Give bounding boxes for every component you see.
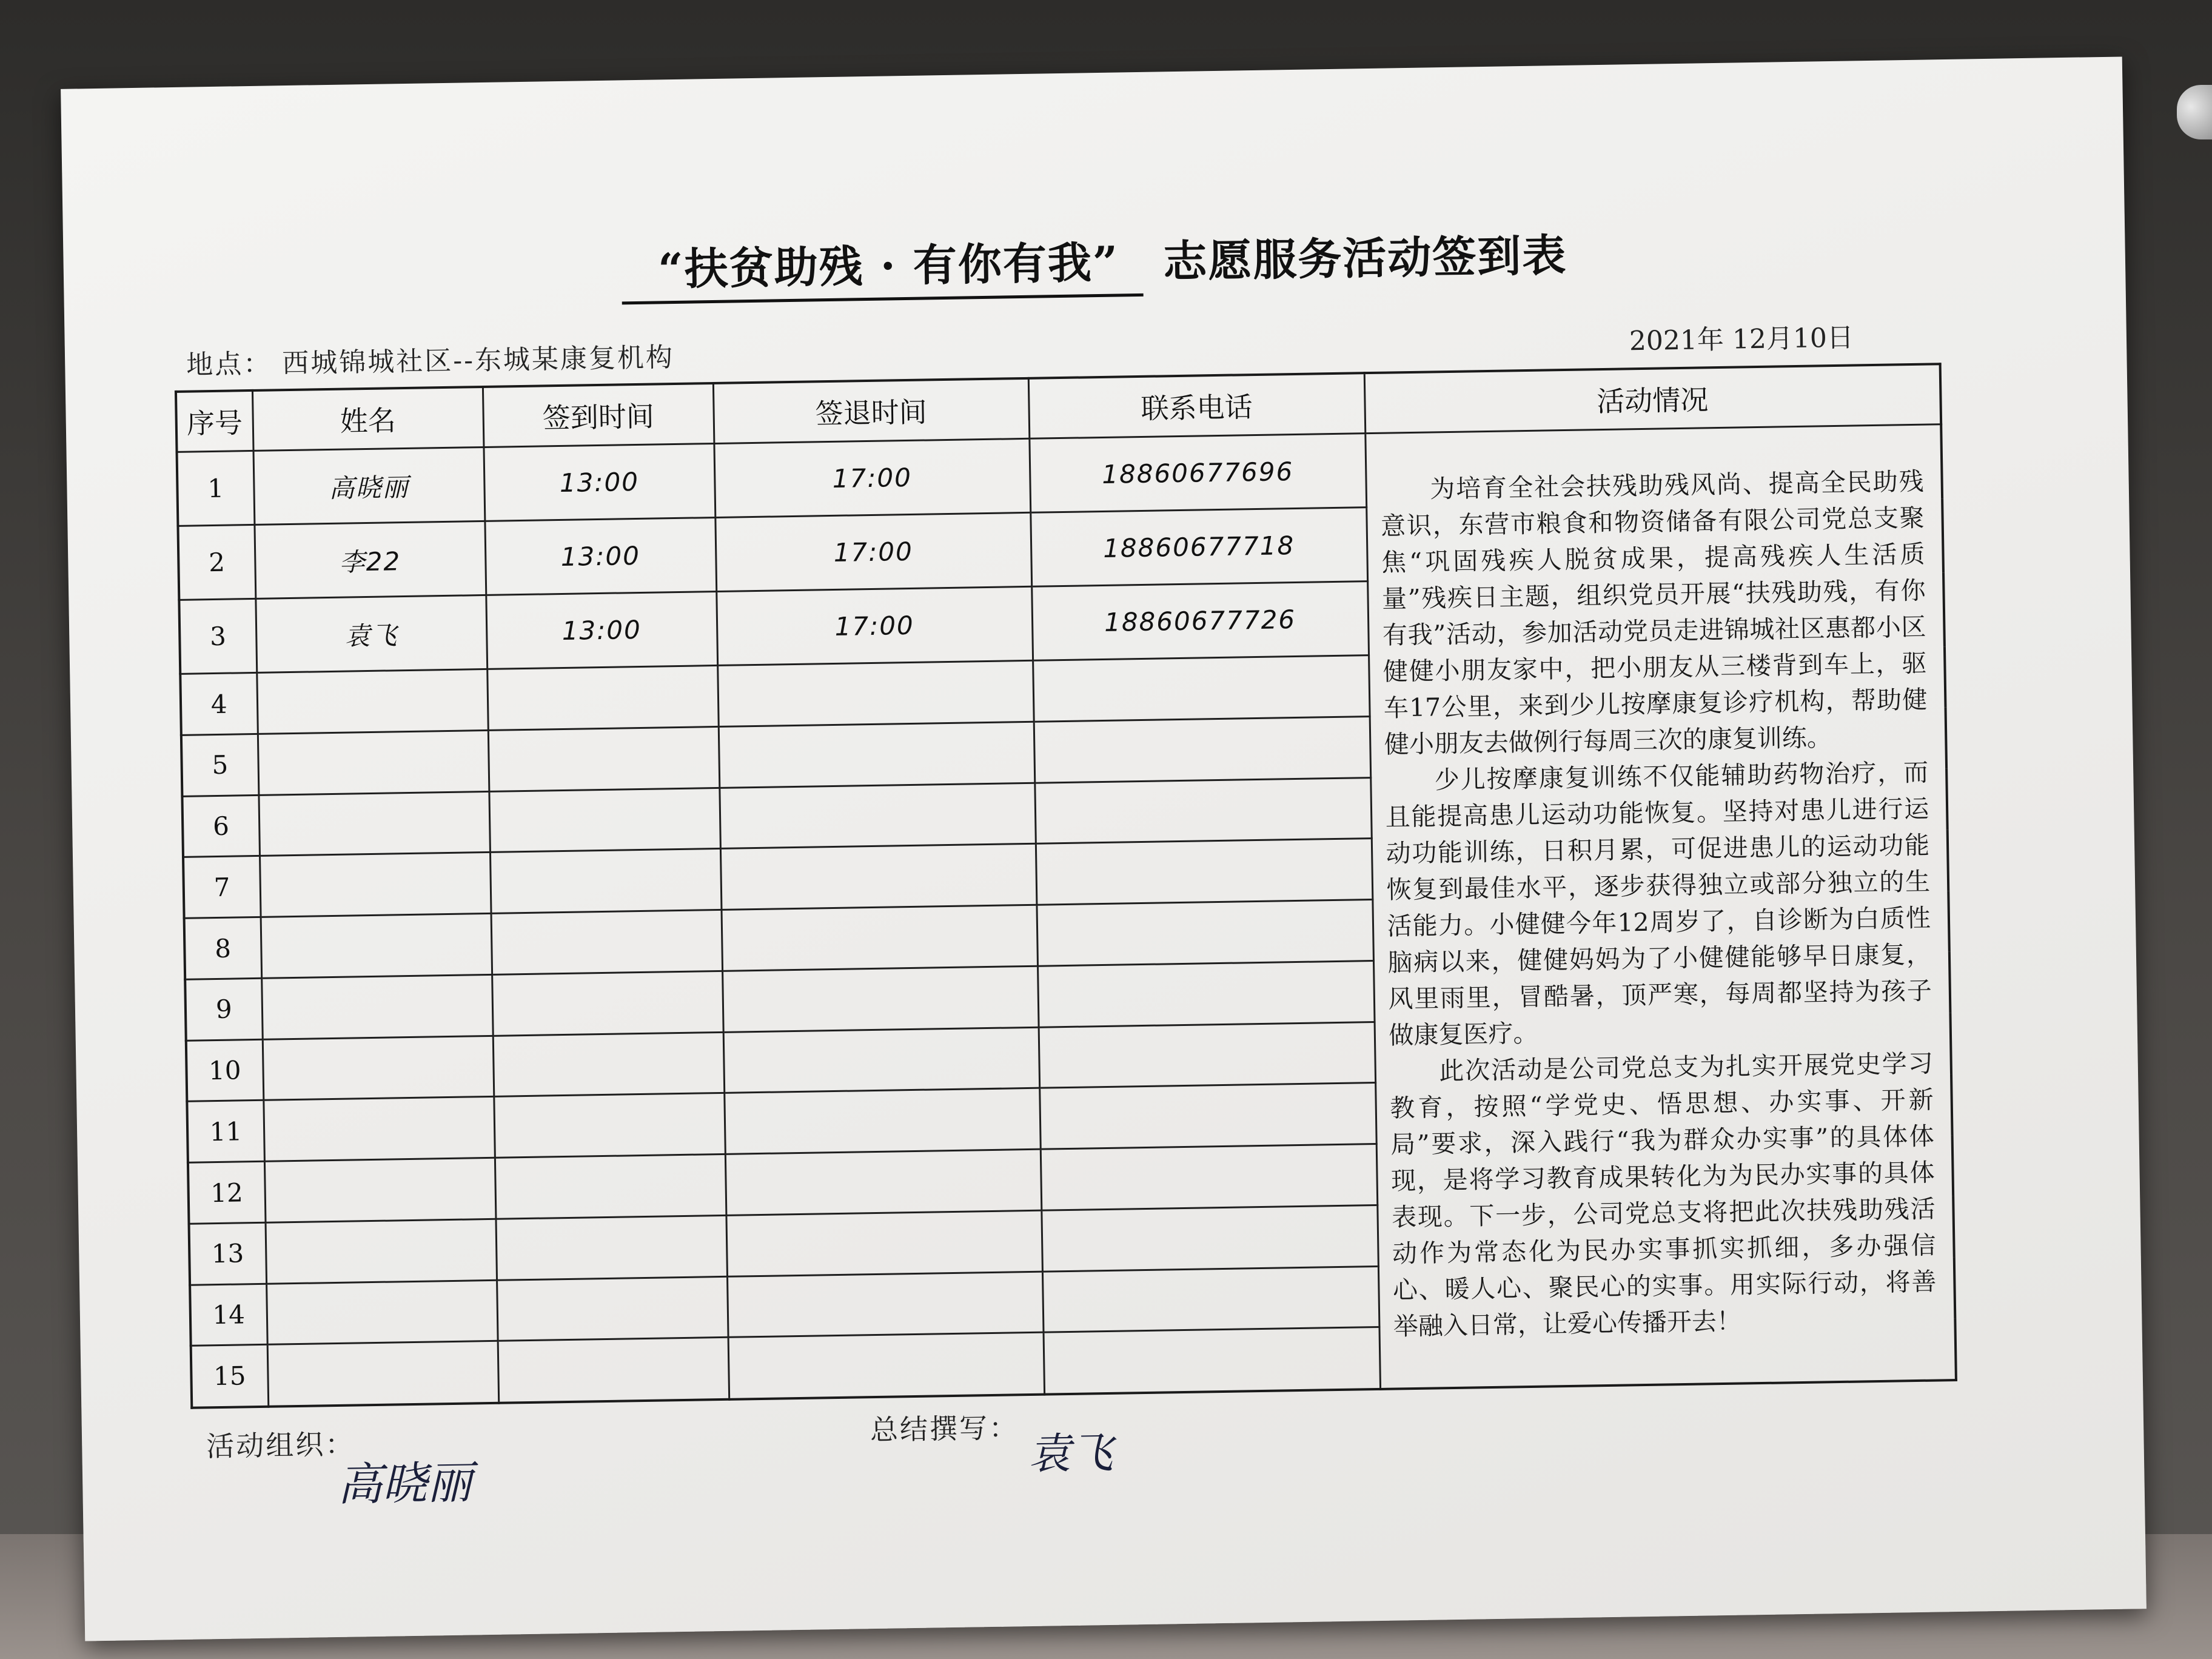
header-phone: 联系电话 bbox=[1028, 373, 1365, 438]
checkout-cell: 17:00 bbox=[715, 512, 1031, 591]
checkin-cell: 13:00 bbox=[483, 444, 715, 521]
checkout-cell bbox=[727, 1272, 1044, 1338]
location-line bbox=[186, 335, 675, 382]
header-activity: 活动情况 bbox=[1364, 364, 1941, 433]
row-number: 3 bbox=[179, 599, 256, 674]
name-cell bbox=[266, 1280, 498, 1345]
name-cell bbox=[264, 1158, 496, 1223]
checkin-cell bbox=[497, 1276, 728, 1341]
header-checkout: 签退时间 bbox=[713, 378, 1029, 444]
checkout-cell bbox=[717, 660, 1034, 726]
name-cell bbox=[267, 1341, 499, 1407]
phone-cell bbox=[1039, 1083, 1376, 1149]
summary-writer-signature: 袁飞 bbox=[1028, 1427, 1114, 1480]
name-cell bbox=[261, 974, 493, 1039]
sign-in-sheet bbox=[61, 56, 2147, 1641]
row-number: 5 bbox=[181, 734, 259, 796]
name-cell: 袁飞 bbox=[255, 595, 487, 673]
activity-paragraph: 为培育全社会扶残助残风尚、提高全民助残意识，东营市粮食和物资储备有限公司党总支聚焦“巩固残疾人脱贫成果，提高残疾人生活质量”残疾日主题，组织党员开展“扶残助残，有你有我”活动，参加活动党员走进锦城社区惠都小区健健小朋友家中，把小朋友从三楼背到车上，驱车17公里，来到少儿按摩康复诊疗机构，帮助健健小朋友去做例行每周三次的康复训练。 bbox=[1380, 466, 1928, 759]
checkin-cell bbox=[495, 1215, 727, 1280]
name-cell bbox=[258, 791, 490, 856]
checkout-cell bbox=[725, 1149, 1042, 1215]
checkout-cell: 17:00 bbox=[714, 438, 1030, 517]
checkin-cell bbox=[495, 1155, 726, 1219]
row-number: 14 bbox=[190, 1284, 267, 1346]
sign-in-table bbox=[175, 363, 1957, 1409]
phone-cell bbox=[1041, 1144, 1378, 1210]
checkout-cell bbox=[726, 1210, 1042, 1276]
checkin-cell: 13:00 bbox=[484, 518, 716, 595]
checkout-cell bbox=[719, 783, 1036, 849]
phone-cell bbox=[1044, 1327, 1381, 1395]
phone-cell bbox=[1034, 717, 1371, 783]
phone-cell: 18860677726 bbox=[1031, 581, 1369, 661]
row-number: 8 bbox=[184, 917, 262, 980]
name-cell: 李22 bbox=[254, 521, 486, 599]
checkout-cell bbox=[720, 844, 1037, 910]
checkin-cell bbox=[489, 788, 720, 853]
header-name: 姓名 bbox=[252, 387, 484, 451]
activity-description bbox=[1365, 424, 1956, 1389]
phone-cell bbox=[1039, 1022, 1376, 1088]
header-no: 序号 bbox=[176, 390, 253, 452]
phone-cell bbox=[1041, 1205, 1378, 1271]
checkout-cell bbox=[723, 1027, 1040, 1093]
organizer-signature: 高晓丽 bbox=[337, 1456, 472, 1511]
name-cell bbox=[256, 669, 488, 734]
row-number: 12 bbox=[188, 1161, 266, 1224]
location-value: 西城锦城社区--东城某康复机构 bbox=[281, 342, 675, 380]
organizer-label: 活动组织： bbox=[206, 1427, 355, 1463]
phone-cell bbox=[1037, 960, 1375, 1027]
header-checkin: 签到时间 bbox=[483, 383, 714, 447]
phone-cell bbox=[1042, 1266, 1379, 1332]
row-number: 13 bbox=[189, 1222, 267, 1285]
checkin-cell bbox=[493, 1032, 725, 1097]
title-main-part: 志愿服务活动签到表 bbox=[1162, 229, 1567, 287]
location-label: 地点： bbox=[186, 348, 272, 381]
checkin-cell bbox=[490, 849, 722, 914]
checkout-cell bbox=[722, 905, 1038, 971]
checkout-cell bbox=[724, 1088, 1041, 1155]
phone-cell bbox=[1034, 777, 1372, 843]
checkin-cell bbox=[498, 1338, 729, 1403]
date-value: 2021年 12月10日 bbox=[1629, 322, 1854, 357]
activity-paragraph: 此次活动是公司党总支为扎实开展党史学习教育，按照“学党史、悟思想、办实事、开新局”要求，深入践行“我为群众办实事”的具体体现，是将学习教育成果转化为为民办实事的具体表现。下一步，公司党总支将把此次扶残助残活动作为常态化为民办实事抓实抓细，多办强信心、暖人心、聚民心的实事。用实际行动，将善举融入日常，让爱心传播开去！ bbox=[1389, 1048, 1937, 1341]
checkin-cell bbox=[487, 666, 719, 731]
name-cell bbox=[263, 1097, 495, 1162]
checkin-cell bbox=[494, 1093, 725, 1158]
row-number: 4 bbox=[180, 673, 258, 736]
checkin-cell bbox=[488, 726, 720, 791]
checkin-cell bbox=[491, 910, 723, 975]
row-number: 15 bbox=[191, 1345, 269, 1408]
summary-writer-label: 总结撰写： bbox=[870, 1411, 1019, 1447]
row-number: 9 bbox=[185, 978, 263, 1041]
checkin-cell bbox=[492, 971, 723, 1036]
row-number: 6 bbox=[182, 795, 260, 857]
name-cell bbox=[258, 730, 489, 795]
phone-cell: 18860677696 bbox=[1029, 434, 1366, 513]
row-number: 10 bbox=[186, 1039, 264, 1102]
phone-cell bbox=[1036, 900, 1373, 966]
checkout-cell: 17:00 bbox=[716, 586, 1033, 665]
checkin-cell: 13:00 bbox=[486, 592, 717, 669]
row-number: 11 bbox=[187, 1101, 264, 1163]
checkout-cell bbox=[719, 722, 1035, 788]
title-quoted-part: “扶贫助残 · 有你有我” bbox=[621, 227, 1144, 304]
document-title bbox=[63, 211, 2125, 313]
name-cell bbox=[261, 914, 492, 979]
checkout-cell bbox=[722, 966, 1039, 1032]
name-cell bbox=[266, 1219, 497, 1284]
name-cell bbox=[260, 853, 491, 917]
name-cell bbox=[263, 1036, 494, 1101]
row-number: 2 bbox=[178, 525, 255, 600]
activity-paragraph: 少儿按摩康复训练不仅能辅助药物治疗，而且能提高患儿运动功能恢复。坚持对患儿进行运动功能训练，日积月累，可促进患儿的运动功能恢复到最佳水平，逐步获得独立或部分独立的生活能力。小健健今年12周岁了，自诊断为白质性脑病以来，健健妈妈为了小健健能够早日康复，风里雨里，冒酷暑，顶严寒，每周都坚持为孩子做康复医疗。 bbox=[1385, 757, 1932, 1050]
phone-cell bbox=[1033, 655, 1370, 722]
phone-cell: 18860677718 bbox=[1030, 508, 1367, 587]
row-number: 1 bbox=[177, 451, 255, 526]
phone-cell bbox=[1036, 839, 1373, 905]
row-number: 7 bbox=[183, 856, 261, 919]
checkout-cell bbox=[728, 1333, 1045, 1399]
name-cell: 高晓丽 bbox=[253, 447, 485, 525]
